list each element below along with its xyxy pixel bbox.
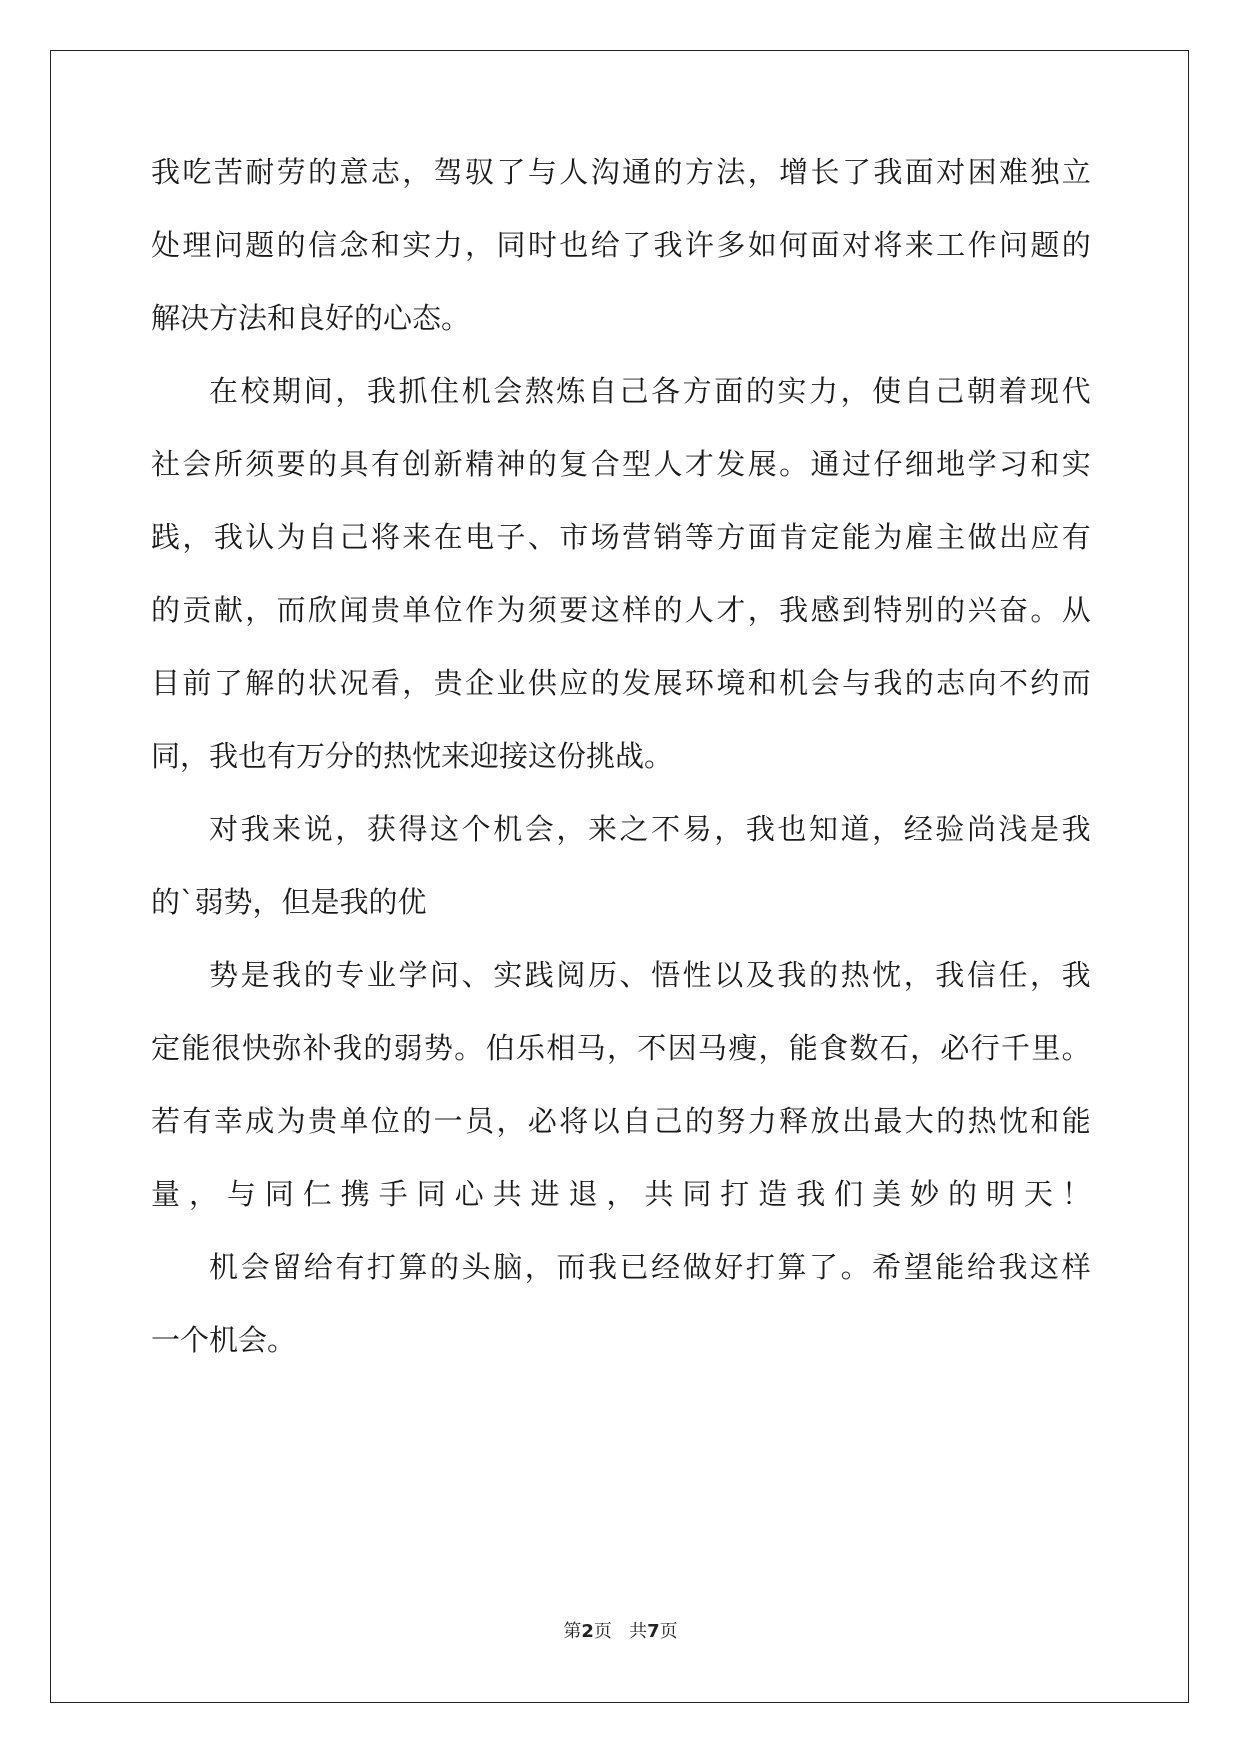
text-line: 践 ， 我 认 为 自 己 将 来 在 电 子 、 市 场 营 销 等 方 面 肯 定 能 为 雇 主 做 出 应 有 bbox=[151, 520, 1091, 554]
text-line: 一个机会。 bbox=[151, 1323, 297, 1357]
paragraph-first-line: 机 会 留 给 有 打 算 的 头 脑 ， 而 我 已 经 做 好 打 算 了 。 希 望 能 给 我 这 样 bbox=[209, 1250, 1091, 1284]
paragraph-first-line: 对 我 来 说 ， 获 得 这 个 机 会 ， 来 之 不 易 ， 我 也 知 道 ， 经 验 尚 浅 是 我 bbox=[209, 812, 1091, 846]
text-line: 社 会 所 须 要 的 具 有 创 新 精 神 的 复 合 型 人 才 发 展 。 通 过 仔 细 地 学 习 和 实 bbox=[151, 447, 1091, 481]
paragraph-first-line: 势 是 我 的 专 业 学 问 、 实 践 阅 历 、 悟 性 以 及 我 的 热 忱 ， 我 信 任 ， 我 bbox=[209, 958, 1091, 992]
page-suffix: 页 bbox=[593, 1621, 612, 1642]
total-prefix: 共 bbox=[629, 1621, 648, 1642]
page-prefix: 第 bbox=[563, 1621, 582, 1642]
page-footer bbox=[0, 1617, 1241, 1643]
paragraph-first-line: 在 校 期 间 ， 我 抓 住 机 会 熬 炼 自 己 各 方 面 的 实 力 ， 使 自 己 朝 着 现 代 bbox=[209, 374, 1091, 408]
text-line: 量 ， 与 同 仁 携 手 同 心 共 进 退 ， 共 同 打 造 我 们 美 妙 的 明 天 ！ bbox=[151, 1177, 1091, 1211]
total-pages: 7 bbox=[647, 1621, 660, 1642]
text-line: 的 贡 献 ， 而 欣 闻 贵 单 位 作 为 须 要 这 样 的 人 才 ， 我 感 到 特 别 的 兴 奋 。 从 bbox=[151, 593, 1091, 627]
total-suffix: 页 bbox=[659, 1621, 678, 1642]
text-line: 解决方法和良好的心态。 bbox=[151, 301, 471, 335]
text-line: 处 理 问 题 的 信 念 和 实 力 ， 同 时 也 给 了 我 许 多 如 何 面 对 将 来 工 作 问 题 的 bbox=[151, 228, 1091, 262]
text-line: 同，我也有万分的热忱来迎接这份挑战。 bbox=[151, 739, 674, 773]
text-line: 定 能 很 快 弥 补 我 的 弱 势 。 伯 乐 相 马 ， 不 因 马 瘦 ， 能 食 数 石 ， 必 行 千 里 。 bbox=[151, 1031, 1091, 1065]
text-line: 目 前 了 解 的 状 况 看 ， 贵 企 业 供 应 的 发 展 环 境 和 机 会 与 我 的 志 向 不 约 而 bbox=[151, 666, 1091, 700]
page-number: 2 bbox=[581, 1621, 594, 1642]
text-line: 的`弱势，但是我的优 bbox=[151, 885, 427, 919]
text-line: 若 有 幸 成 为 贵 单 位 的 一 员 ， 必 将 以 自 己 的 努 力 释 放 出 最 大 的 热 忱 和 能 bbox=[151, 1104, 1091, 1138]
text-line: 我 吃 苦 耐 劳 的 意 志 ， 驾 驭 了 与 人 沟 通 的 方 法 ， 增 长 了 我 面 对 困 难 独 立 bbox=[151, 155, 1091, 189]
